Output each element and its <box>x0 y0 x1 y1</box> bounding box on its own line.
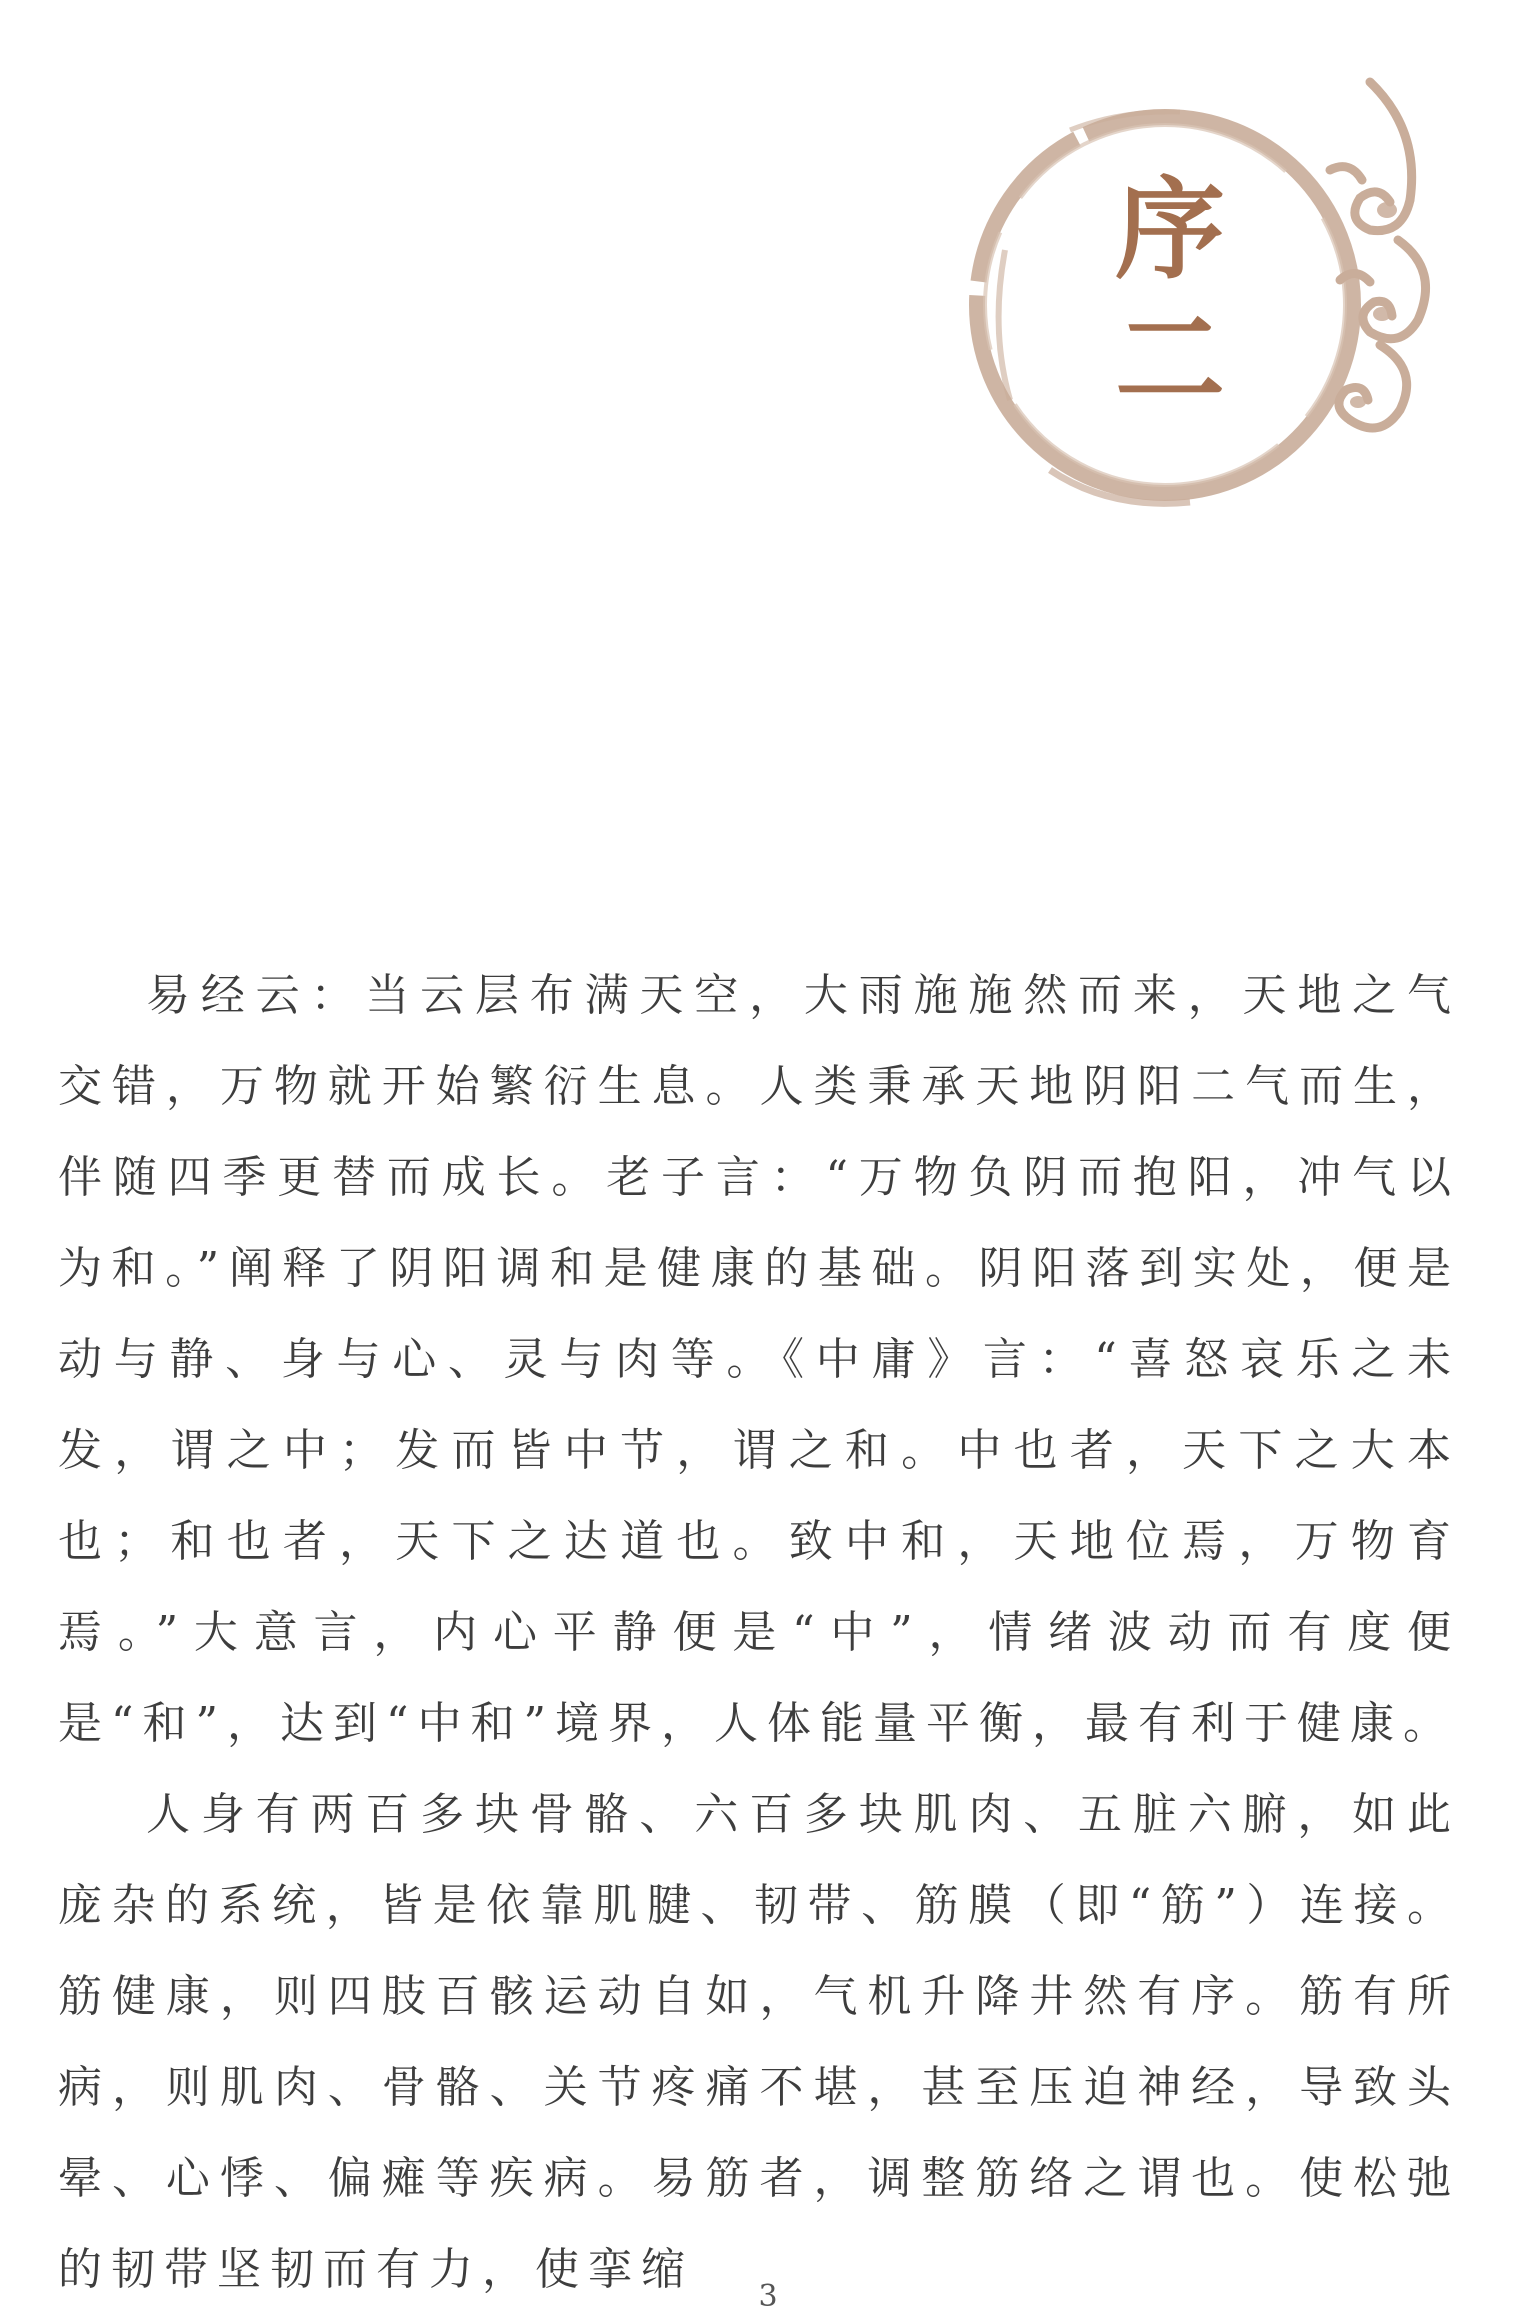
title-char-2: 二 <box>1115 296 1225 424</box>
body-text <box>58 950 1460 2315</box>
paragraph-2: 人身有两百多块骨骼、六百多块肌肉、五脏六腑，如此庞杂的系统，皆是依靠肌腱、韧带、筋膜（即“筋”）连接。筋健康，则四肢百骸运动自如，气机升降井然有序。筋有所病，则肌肉、骨骼、关节疼痛不堪，甚至压迫神经，导致头晕、心悸、偏瘫等疾病。易筋者，调整筋络之谓也。使松弛的韧带坚韧而有力，使挛缩 <box>58 1789 1460 2295</box>
title-char-1: 序 <box>1115 166 1225 294</box>
page-number: 3 <box>758 2279 778 2314</box>
paragraph-1: 易经云：当云层布满天空，大雨施施然而来，天地之气交错，万物就开始繁衍生息。人类秉承天地阴阳二气而生，伴随四季更替而成长。老子言：“万物负阴而抱阳，冲气以为和。”阐释了阴阳调和是健康的基础。阴阳落到实处，便是动与静、身与心、灵与肉等。《中庸》言：“喜怒哀乐之未发，谓之中；发而皆中节，谓之和。中也者，天下之大本也；和也者，天下之达道也。致中和，天地位焉，万物育焉。”大意言，内心平静便是“中”，情绪波动而有度便是“和”，达到“中和”境界，人体能量平衡，最有利于健康。 <box>58 970 1460 1749</box>
